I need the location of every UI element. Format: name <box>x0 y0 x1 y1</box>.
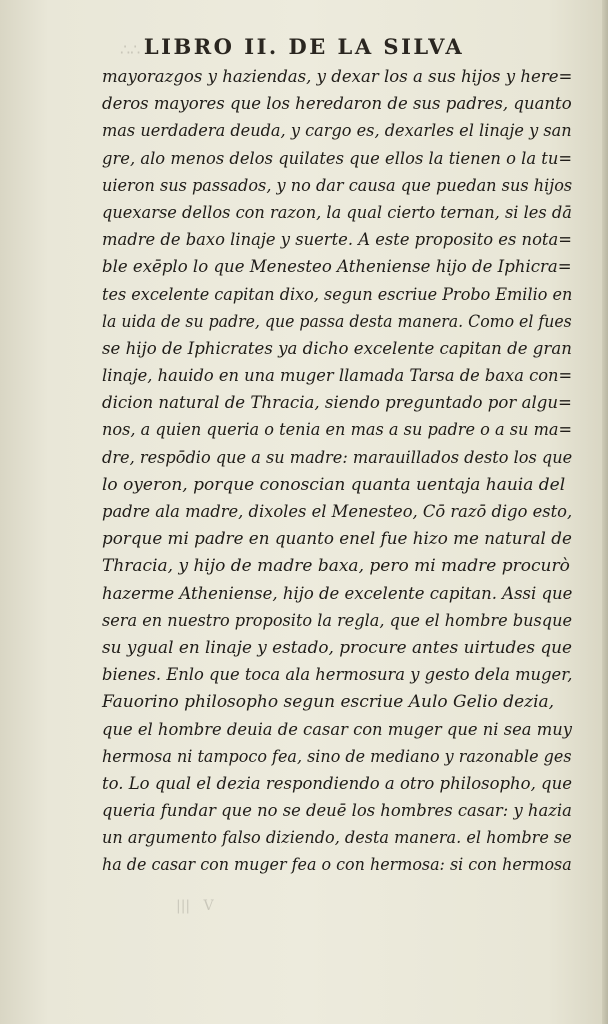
bleed-through-mark-bottom: ||| V <box>176 898 214 914</box>
text-line: to. Lo qual el dezia respondiendo a otro philosopho, que <box>102 773 572 794</box>
text-line: dre, respōdio que a su madre: marauillados desto los que <box>102 447 573 468</box>
text-line: deros mayores que los heredaron de sus padres, quanto <box>102 94 572 115</box>
text-line: su ygual en linaje y estado, procure antes uirtudes que <box>102 637 572 658</box>
text-line: mas uerdadera deuda, y cargo es, dexarles el linaje y san <box>102 121 572 142</box>
text-line: quexarse dellos con razon, la qual cierto ternan, si les dā <box>102 202 572 223</box>
text-line: se hijo de Iphicrates ya dicho excelente capitan de gran <box>102 338 572 359</box>
text-line: la uida de su padre, que passa desta manera. Como el fues <box>102 311 572 332</box>
text-line: sera en nuestro proposito la regla, que el hombre busque <box>102 610 572 631</box>
text-line: dicion natural de Thracia, siendo preguntado por algu= <box>102 393 572 414</box>
text-line: lo oyeron, porque conoscian quanta uentaja hauia del <box>102 474 566 495</box>
bleed-through-mark-top: ∴∴ <box>120 40 141 59</box>
text-line: bienes. Enlo que toca ala hermosura y gesto dela muger, <box>102 665 573 686</box>
text-line: un argumento falso diziendo, desta manera. el hombre se <box>102 828 572 849</box>
text-line: ble exēplo lo que Menesteo Atheniense hijo de Iphicra= <box>102 257 572 278</box>
text-line: nos, a quien queria o tenia en mas a su padre o a su ma= <box>102 420 573 441</box>
text-line: Fauorino philosopho segun escriue Aulo Gelio dezia, <box>102 692 555 713</box>
text-line: porque mi padre en quanto enel fue hizo me natural de <box>102 529 572 550</box>
page-edge <box>602 0 608 1024</box>
body-text <box>102 64 572 880</box>
text-line: tes excelente capitan dixo, segun escriue Probo Emilio en <box>102 284 573 305</box>
running-header: LIBRO II. DE LA SILVA <box>143 34 465 59</box>
text-line: uieron sus passados, y no dar causa que puedan sus hijos <box>102 175 573 196</box>
text-line: padre ala madre, dixoles el Menesteo, Cō razō digo esto, <box>102 502 573 522</box>
text-line: que el hombre deuia de casar con muger que ni sea muy <box>102 719 572 740</box>
text-line: madre de baxo linaje y suerte. A este proposito es nota= <box>102 230 572 251</box>
text-line: queria fundar que no se deuē los hombres casar: y hazia <box>102 801 572 822</box>
text-line: hazerme Atheniense, hijo de excelente capitan. Assi que <box>102 583 573 604</box>
text-line: Thracia, y hijo de madre baxa, pero mi madre procurò <box>102 556 570 577</box>
text-line: mayorazgos y haziendas, y dexar los a sus hijos y here= <box>102 67 573 87</box>
text-line: linaje, hauido en una muger llamada Tarsa de baxa con= <box>102 366 573 387</box>
text-line: ha de casar con muger fea o con hermosa: si con hermosa <box>102 855 572 876</box>
text-line: hermosa ni tampoco fea, sino de mediano y razonable ges <box>102 746 572 767</box>
text-line: gre, alo menos delos quilates que ellos la tienen o la tu= <box>102 148 573 169</box>
